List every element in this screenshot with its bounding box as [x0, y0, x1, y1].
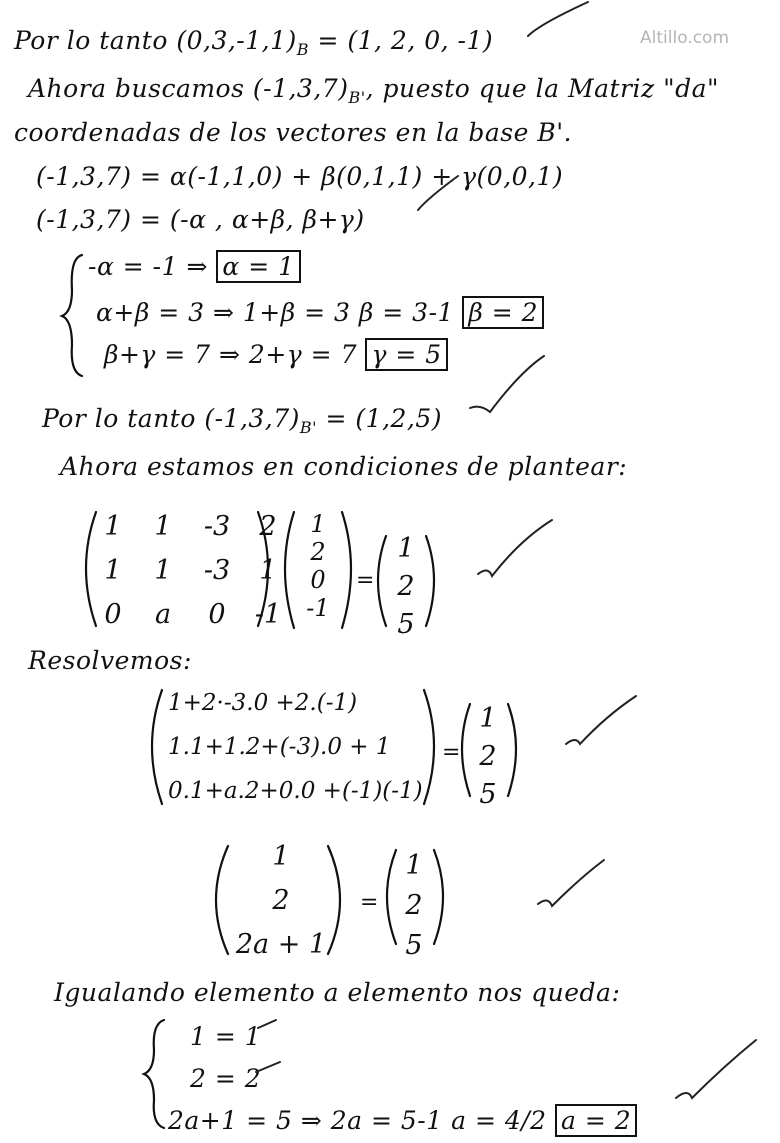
system-eq-3: [104, 340, 448, 369]
result-vector-cell: 2a + 1: [235, 929, 327, 960]
line-igualando: Igualando elemento a elemento nos queda:: [54, 978, 621, 1007]
vector-b-cell: 2: [405, 890, 423, 921]
watermark: Altillo.com: [640, 28, 730, 48]
system-eq-1: [88, 252, 301, 281]
final-eq-3-text: 2a+1 = 5 ⇒ 2a = 5-1 a = 4/2: [168, 1106, 547, 1135]
matrix-a-cell: 2: [259, 511, 277, 542]
matrix-a-cell: 0: [208, 599, 226, 630]
vector-b-cell: 2: [479, 741, 497, 772]
vector-x: [296, 510, 340, 622]
vector-b-cell: 1: [479, 703, 497, 734]
matrix-a-cell: 1: [154, 555, 172, 586]
check-icon: [470, 356, 544, 412]
equals-sign-1: =: [356, 568, 375, 593]
line-resolvemos: Resolvemos:: [28, 646, 192, 675]
system-eq-2-text: α+β = 3 ⇒ 1+β = 3 β = 3-1: [96, 298, 454, 327]
vector-b-3: [392, 848, 436, 964]
check-icon: [478, 520, 552, 576]
resolve-row-1: 1+2·-3.0 +2.(-1): [168, 690, 358, 716]
vector-b-cell: 5: [397, 609, 415, 640]
line-coordinates-b-prime: [42, 404, 442, 437]
text-por-lo-tanto-2: Por lo tanto (-1,3,7): [42, 404, 300, 433]
vector-b-cell: 1: [405, 850, 423, 881]
vector-x-cell: -1: [306, 594, 330, 622]
subscript-b-prime-2: B': [299, 418, 318, 437]
line-ahora-buscamos: [28, 74, 719, 107]
vector-b-cell: 2: [397, 571, 415, 602]
subscript-b-prime: B': [348, 88, 366, 107]
result-vector-cell: 2: [272, 885, 290, 916]
line-coordinates-b: [14, 26, 493, 59]
vector-b-cell: 5: [479, 779, 497, 810]
matrix-a-cell: -3: [203, 511, 231, 542]
final-brace: [144, 1020, 164, 1128]
final-eq-1: 1 = 1: [190, 1022, 262, 1051]
vector-b-2: [466, 702, 510, 812]
text-por-lo-tanto-1: Por lo tanto (0,3,-1,1): [14, 26, 297, 55]
matrix-a-cell: a: [154, 599, 172, 630]
gamma-result-box: γ = 5: [365, 338, 447, 371]
final-eq-3: [168, 1106, 637, 1135]
system-eq-2: [96, 298, 544, 327]
alpha-result-box: α = 1: [216, 250, 300, 283]
a-result-box: a = 2: [555, 1104, 637, 1137]
resolve-left-paren: [152, 690, 162, 804]
system-eq-1-text: -α = -1 ⇒: [88, 252, 208, 281]
subscript-b: B: [296, 40, 310, 59]
matrix-a-cell: 1: [259, 555, 277, 586]
result-coordinates-b: = (1, 2, 0, -1): [317, 26, 494, 55]
equals-sign-2: =: [442, 740, 461, 765]
equation-linear-combination: (-1,3,7) = α(-1,1,0) + β(0,1,1) + γ(0,0,1): [36, 162, 564, 191]
matrix-a-cell: 1: [154, 511, 172, 542]
result-coordinates-b-prime: = (1,2,5): [325, 404, 443, 433]
matrix-a-cell: -3: [203, 555, 231, 586]
check-icon: [676, 1040, 756, 1098]
vector-x-cell: 0: [310, 566, 326, 594]
matrix-a-cell: 1: [104, 555, 122, 586]
final-eq-2: 2 = 2: [190, 1064, 262, 1093]
text-ahora-buscamos: Ahora buscamos (-1,3,7): [28, 74, 349, 103]
vector-x-cell: 1: [310, 510, 326, 538]
vector-b-cell: 5: [405, 930, 423, 961]
matrix-a-cell: 0: [104, 599, 122, 630]
resolve-row-3: 0.1+a.2+0.0 +(-1)(-1): [168, 778, 423, 804]
matrix-a: [88, 510, 290, 632]
matrix-a-cell: 1: [104, 511, 122, 542]
vector-x-cell: 2: [310, 538, 326, 566]
check-icon: [538, 860, 604, 906]
vector-x-right-paren: [342, 512, 351, 628]
resolve-right-paren: [424, 690, 434, 804]
check-icon: [566, 696, 636, 744]
result-vector-cell: 1: [272, 841, 290, 872]
check-icon: [528, 2, 588, 36]
beta-result-box: β = 2: [462, 296, 544, 329]
equation-component-form: (-1,3,7) = (-α , α+β, β+γ): [36, 205, 365, 234]
vector-b: [384, 532, 428, 642]
text-puesto-que: , puesto que la Matriz "da": [365, 74, 719, 103]
resolve-row-2: 1.1+1.2+(-3).0 + 1: [168, 734, 391, 760]
equals-sign-3: =: [360, 890, 379, 915]
line-ahora-estamos: Ahora estamos en condiciones de plantear:: [60, 452, 628, 481]
system-brace: [62, 255, 82, 376]
vector-b-cell: 1: [397, 533, 415, 564]
system-eq-3-text: β+γ = 7 ⇒ 2+γ = 7: [104, 340, 357, 369]
matrix-a-cell: -1: [254, 599, 282, 630]
result-vector: [226, 840, 336, 962]
line-coordenadas: coordenadas de los vectores en la base B'.: [14, 118, 573, 147]
